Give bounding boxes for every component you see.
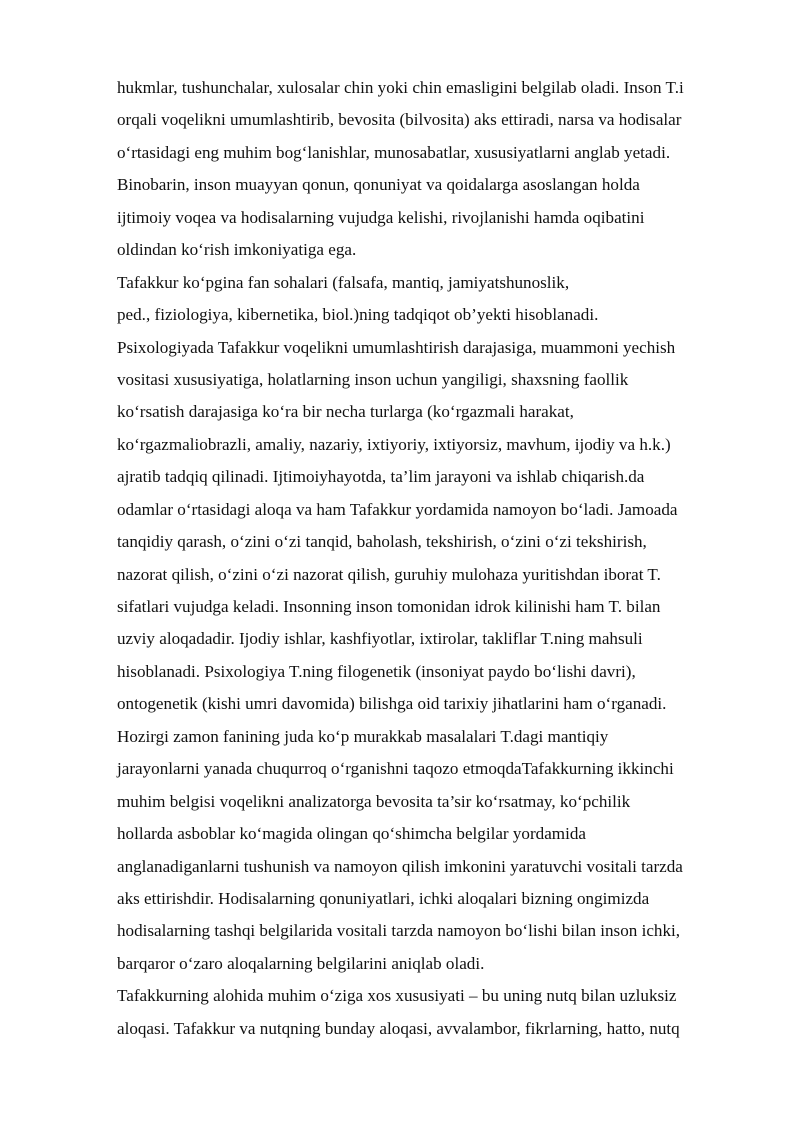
text-line: Tafakkurning alohida muhim oʻziga xos xususiyati – bu uning nutq bilan uzluksiz: [117, 986, 677, 1006]
text-line: odamlar oʻrtasidagi aloqa va ham Tafakkur yordamida namoyon boʻladi. Jamoada: [117, 499, 678, 519]
text-line: hisoblanadi. Psixologiya T.ning filogenetik (insoniyat paydo boʻlishi davri),: [117, 661, 636, 681]
text-line: oldindan koʻrish imkoniyatiga ega.: [117, 240, 357, 260]
text-line: anglanadiganlarni tushunish va namoyon qilish imkonini yaratuvchi vositali tarzda: [117, 856, 683, 876]
body-text: [117, 72, 757, 1045]
text-line: aloqasi. Tafakkur va nutqning bunday aloqasi, avvalambor, fikrlarning, hatto, nutq: [117, 1018, 680, 1038]
text-line: oʻrtasidagi eng muhim bogʻlanishlar, munosabatlar, xususiyatlarni anglab yetadi.: [117, 142, 671, 162]
text-line: barqaror oʻzaro aloqalarning belgilarini aniqlab oladi.: [117, 953, 485, 973]
text-line: koʻrsatish darajasiga koʻra bir necha turlarga (koʻrgazmali harakat,: [117, 402, 574, 422]
text-line: nazorat qilish, oʻzini oʻzi nazorat qilish, guruhiy mulohaza yuritishdan iborat T.: [117, 564, 661, 584]
text-line: Binobarin, inson muayyan qonun, qonuniyat va qoidalarga asoslangan holda: [117, 175, 640, 195]
text-line: Tafakkur koʻpgina fan sohalari (falsafa, mantiq, jamiyatshunoslik,: [117, 272, 570, 292]
text-line: vositasi xususiyatiga, holatlarning inson uchun yangiligi, shaxsning faollik: [117, 369, 629, 389]
text-line: ijtimoiy voqea va hodisalarning vujudga kelishi, rivojlanishi hamda oqibatini: [117, 207, 645, 227]
text-line: hukmlar, tushunchalar, xulosalar chin yoki chin emasligini belgilab oladi. Inson T.i: [117, 78, 684, 97]
text-line: ajratib tadqiq qilinadi. Ijtimoiyhayotda, ta’lim jarayoni va ishlab chiqarish.da: [117, 467, 645, 487]
text-line: ped., fiziologiya, kibernetika, biol.)ning tadqiqot ob’yekti hisoblanadi.: [117, 305, 599, 325]
text-line: aks ettirishdir. Hodisalarning qonuniyatlari, ichki aloqalari bizning ongimizda: [117, 888, 650, 908]
text-line: sifatlari vujudga keladi. Insonning inson tomonidan idrok kilinishi ham T. bilan: [117, 597, 661, 616]
text-line: orqali voqelikni umumlashtirib, bevosita (bilvosita) aks ettiradi, narsa va hodisalar: [117, 110, 682, 130]
text-line: ontogenetik (kishi umri davomida) bilishga oid tarixiy jihatlarini ham oʻrganadi.: [117, 694, 667, 714]
text-line: Hozirgi zamon fanining juda koʻp murakkab masalalari T.dagi mantiqiy: [117, 726, 609, 746]
text-line: hodisalarning tashqi belgilarida vositali tarzda namoyon boʻlishi bilan inson ichki,: [117, 921, 681, 941]
text-line: hollarda asboblar koʻmagida olingan qoʻshimcha belgilar yordamida: [117, 824, 586, 844]
text-line: uzviy aloqadadir. Ijodiy ishlar, kashfiyotlar, ixtirolar, takliflar T.ning mahsuli: [117, 629, 643, 649]
text-line: tanqidiy qarash, oʻzini oʻzi tanqid, baholash, tekshirish, oʻzini oʻzi tekshirish,: [117, 532, 647, 552]
text-line: koʻrgazmaliobrazli, amaliy, nazariy, ixtiyoriy, ixtiyorsiz, mavhum, ijodiy va h.k.): [117, 434, 671, 454]
text-line: Psixologiyada Tafakkur voqelikni umumlashtirish darajasiga, muammoni yechish: [117, 337, 676, 357]
text-line: muhim belgisi voqelikni analizatorga bevosita ta’sir koʻrsatmay, koʻpchilik: [117, 791, 631, 811]
text-line: jarayonlarni yanada chuqurroq oʻrganishni taqozo etmoqdaTafakkurning ikkinchi: [117, 759, 674, 779]
